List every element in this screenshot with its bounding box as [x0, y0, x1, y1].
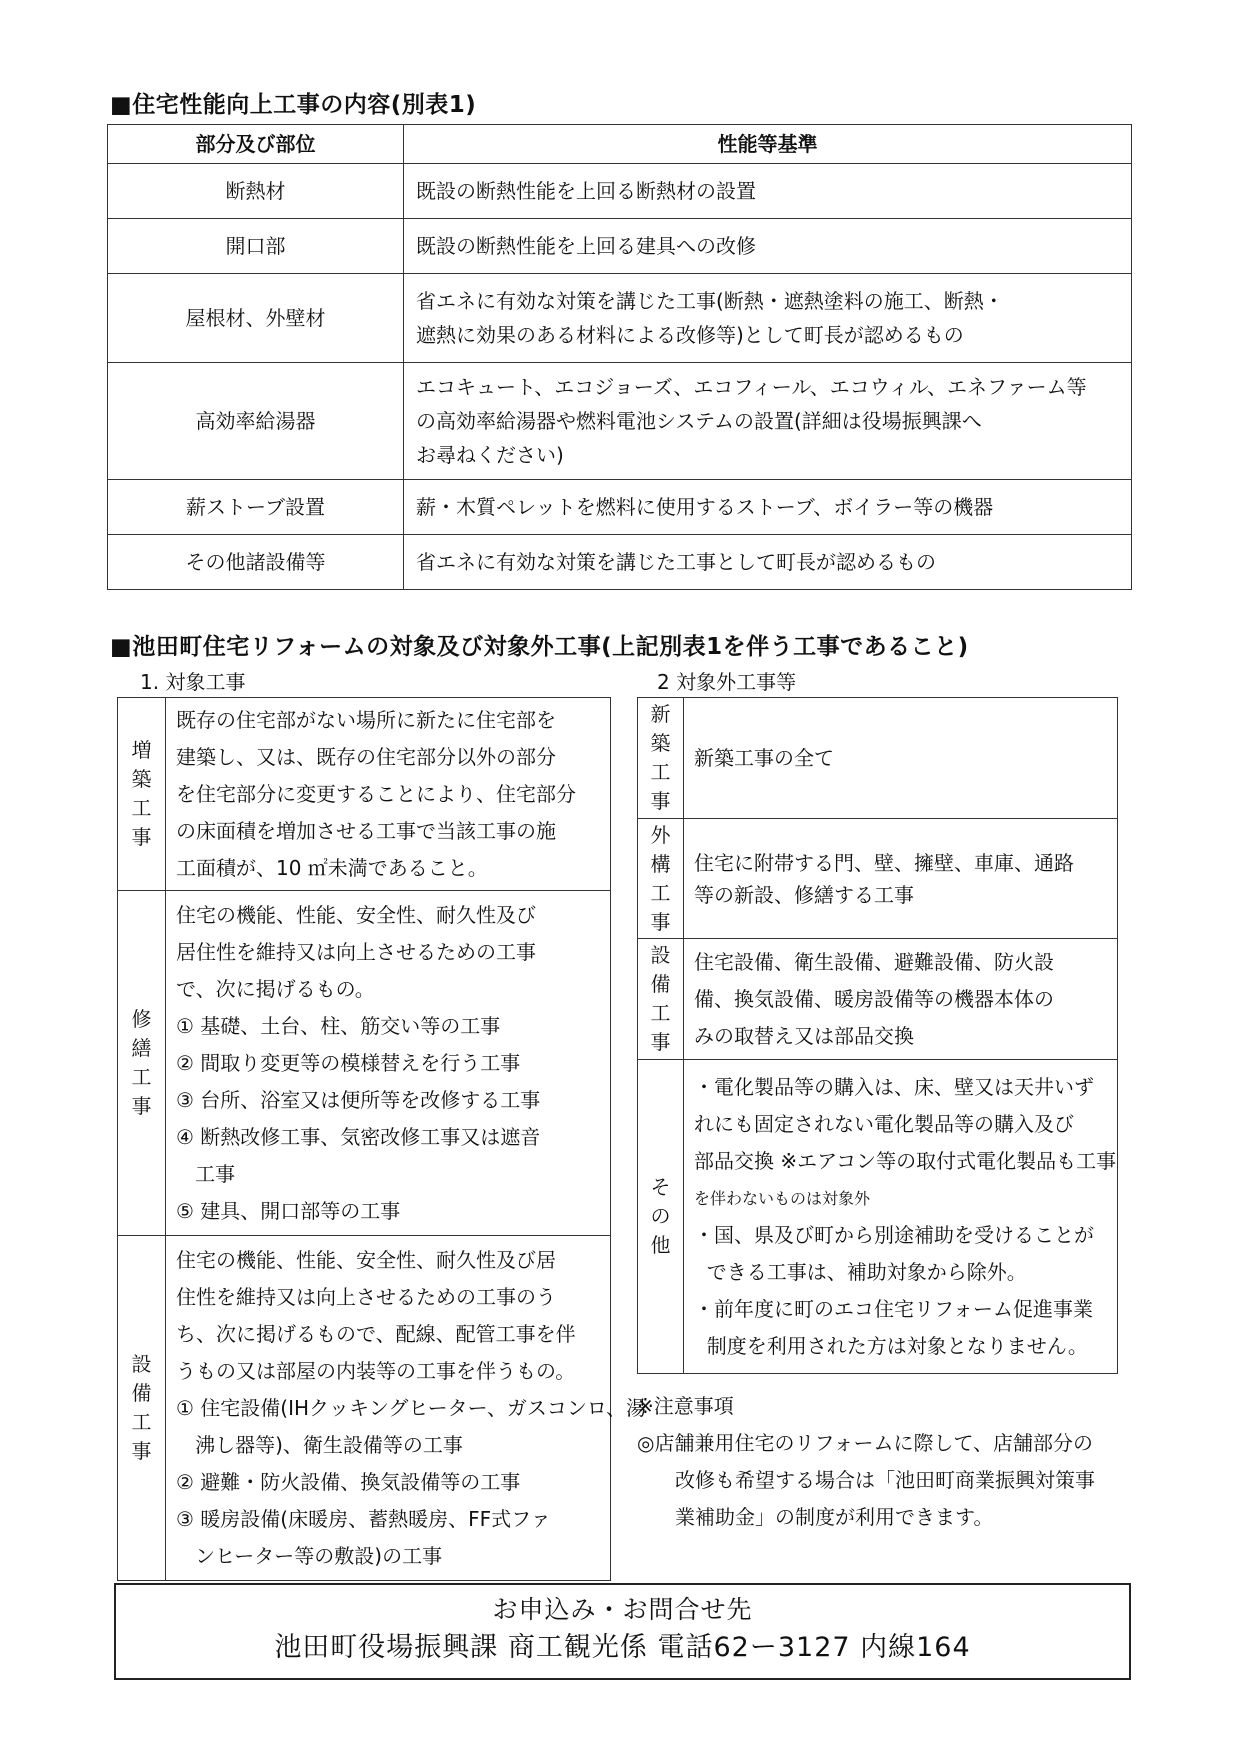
- row-standard: 省エネに有効な対策を講じた工事(断熱・遮熱塗料の施工、断熱・ 遮熱に効果のある材料による改修等)として町長が認めるもの: [404, 274, 1132, 363]
- table-row: [108, 274, 1132, 363]
- target-works-table: [117, 697, 647, 1581]
- contact-details: 池田町役場振興課 商工観光係 電話62ー3127 内線164: [274, 1632, 971, 1663]
- notes-section: [637, 1388, 1095, 1536]
- table-row: [638, 1060, 1118, 1374]
- row-label: そ の 他: [638, 1060, 684, 1374]
- table-row: [108, 480, 1132, 535]
- table-row: [118, 891, 611, 1236]
- row-part: 断熱材: [108, 164, 404, 219]
- row-label: 新 築 工 事: [638, 698, 684, 819]
- row-standard: 既設の断熱性能を上回る断熱材の設置: [404, 164, 1132, 219]
- performance-table: [107, 124, 1132, 590]
- row-description: 住宅に附帯する門、壁、擁壁、車庫、通路 等の新設、修繕する工事: [684, 819, 1118, 939]
- nontarget-works-table: [637, 697, 1118, 1374]
- section1-heading: ■住宅性能向上工事の内容(別表1): [110, 92, 477, 118]
- section2-heading: ■池田町住宅リフォームの対象及び対象外工事(上記別表1を伴う工事であること): [110, 634, 969, 660]
- table-row: [118, 698, 611, 891]
- notes-title: ※注意事項: [637, 1394, 734, 1418]
- col-header-part: 部分及び部位: [108, 125, 404, 164]
- table-row: [108, 219, 1132, 274]
- row-standard: エコキュート、エコジョーズ、エコフィール、エコウィル、エネファーム等 の高効率給湯器や燃料電池システムの設置(詳細は役場振興課へ お尋ねください): [404, 363, 1132, 480]
- row-label: 増 築 工 事: [118, 698, 166, 891]
- row-standard: 省エネに有効な対策を講じた工事として町長が認めるもの: [404, 535, 1132, 590]
- row-part: 屋根材、外壁材: [108, 274, 404, 363]
- row-description: 新築工事の全て: [684, 698, 1118, 819]
- row-description: 住宅の機能、性能、安全性、耐久性及び 居住性を維持又は向上させるための工事 で、次に掲げるもの。 ① 基礎、土台、柱、筋交い等の工事 ② 間取り変更等の模様替えを行う工事 ③ 台所、浴室又は便所等を改修する工事 ④ 断熱改修工事、気密改修工事又は遮音 工事 ⑤ 建具、開口部等の工事: [166, 891, 611, 1236]
- table-row: [638, 698, 1118, 819]
- nontarget-works-title: 2 対象外工事等: [657, 670, 797, 694]
- row-part: その他諸設備等: [108, 535, 404, 590]
- row-part: 薪ストーブ設置: [108, 480, 404, 535]
- notes-line: 業補助金」の制度が利用できます。: [675, 1505, 994, 1529]
- table-row: [638, 939, 1118, 1060]
- contact-box: [114, 1583, 1131, 1680]
- table-row: [108, 535, 1132, 590]
- row-label: 外 構 工 事: [638, 819, 684, 939]
- row-standard: 既設の断熱性能を上回る建具への改修: [404, 219, 1132, 274]
- table-header-row: [108, 125, 1132, 164]
- row-description: 住宅の機能、性能、安全性、耐久性及び居 住性を維持又は向上させるための工事のう ち、次に掲げるもので、配線、配管工事を伴 うもの又は部屋の内装等の工事を伴うもの。 ① 住宅設備(IHクッキングヒーター、ガスコンロ、湯 沸し器等)、衛生設備等の工事 ② 避難・防火設備、換気設備等の工事 ③ 暖房設備(床暖房、蓄熱暖房、FF式ファ ンヒーター等の敷設)の工事: [166, 1236, 611, 1581]
- col-header-standard: 性能等基準: [404, 125, 1132, 164]
- notes-line: 改修も希望する場合は「池田町商業振興対策事: [675, 1468, 1095, 1492]
- row-label: 設 備 工 事: [638, 939, 684, 1060]
- row-label: 修 繕 工 事: [118, 891, 166, 1236]
- row-part: 開口部: [108, 219, 404, 274]
- target-works-title: 1. 対象工事: [140, 670, 246, 694]
- contact-title: お申込み・お問合せ先: [492, 1595, 753, 1624]
- row-description: ・電化製品等の購入は、床、壁又は天井いず れにも固定されない電化製品等の購入及び 部品交換 ※エアコン等の取付式電化製品も工事 を伴わないものは対象外 ・国、県及び町から別途補助を受けることが できる工事は、補助対象から除外。 ・前年度に町のエコ住宅リフォーム促進事業 制度を利用された方は対象となりません。: [684, 1060, 1118, 1374]
- table-row: [638, 819, 1118, 939]
- table-row: [108, 363, 1132, 480]
- row-part: 高効率給湯器: [108, 363, 404, 480]
- table-row: [118, 1236, 611, 1581]
- table-row: [108, 164, 1132, 219]
- row-description: 既存の住宅部がない場所に新たに住宅部を 建築し、又は、既存の住宅部分以外の部分 を住宅部分に変更することにより、住宅部分 の床面積を増加させる工事で当該工事の施 工面積が、10 ㎡未満であること。: [166, 698, 611, 891]
- row-label: 設 備 工 事: [118, 1236, 166, 1581]
- row-description: 住宅設備、衛生設備、避難設備、防火設 備、換気設備、暖房設備等の機器本体の みの取替え又は部品交換: [684, 939, 1118, 1060]
- row-standard: 薪・木質ペレットを燃料に使用するストーブ、ボイラー等の機器: [404, 480, 1132, 535]
- notes-line: ◎店舗兼用住宅のリフォームに際して、店舗部分の: [637, 1431, 1094, 1455]
